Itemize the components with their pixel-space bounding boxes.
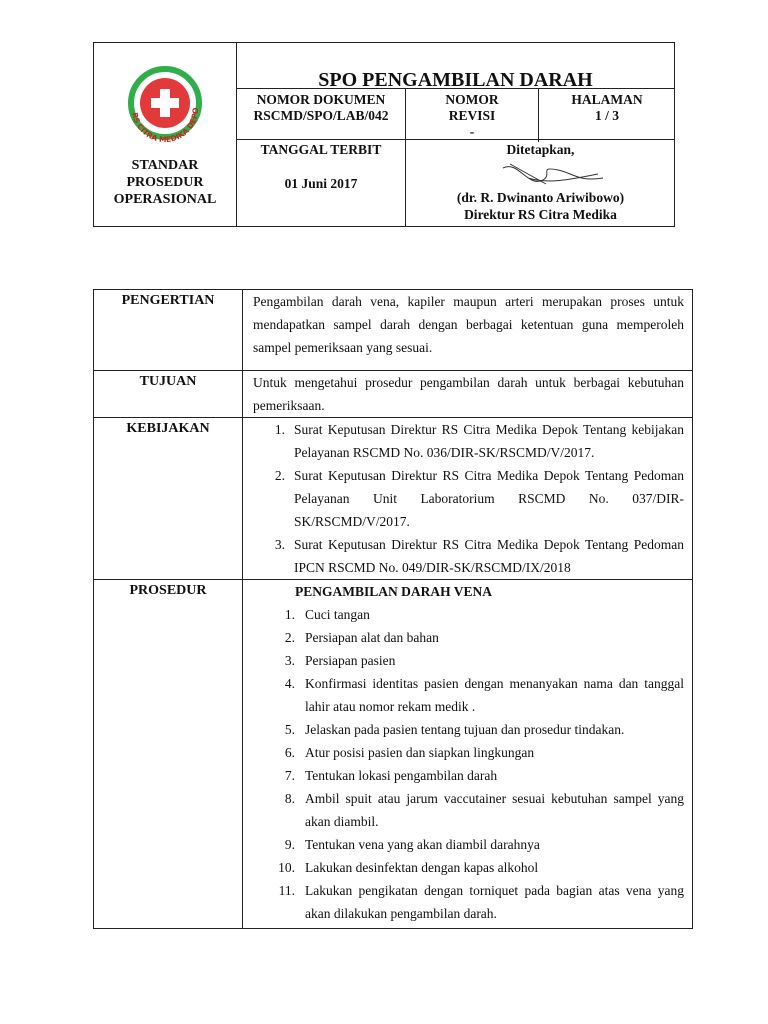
list-item: 2. Persiapan alat dan bahan [284, 630, 439, 645]
approval-cell [406, 140, 675, 227]
row-prosedur [94, 580, 693, 929]
revision-cell [406, 89, 539, 142]
revision-label-line-2: REVISI [448, 108, 496, 123]
issue-date-cell [237, 140, 406, 227]
page-title: SPO PENGAMBILAN DARAH [318, 69, 593, 91]
label-tujuan: TUJUAN [94, 371, 243, 418]
procedure-list-cell [243, 580, 693, 929]
approver-title: Direktur RS Citra Medika [464, 207, 617, 222]
policy-list-cell [243, 418, 693, 580]
signature-icon [498, 158, 608, 190]
doc-number-label: NOMOR DOKUMEN [256, 92, 386, 107]
list-item: 11. Lakukan pengikatan dengan torniquet pada bagian atas vena yang akan dilakukan pengambilan darah. [278, 883, 684, 921]
revision-label-line-1: NOMOR [445, 92, 499, 107]
row-tujuan [94, 371, 693, 418]
issue-date-label: TANGGAL TERBIT [260, 142, 382, 157]
issue-date-value: 01 Juni 2017 [284, 176, 358, 191]
text-pengertian: Pengambilan darah vena, kapiler maupun arteri merupakan proses untuk mendapatkan sampel darah dengan berbagai ketentuan guna memperoleh sampel pemeriksaan yang sesuai. [243, 290, 693, 371]
approver-name: (dr. R. Dwinanto Ariwibowo) [456, 190, 625, 205]
red-cross-logo-icon [120, 63, 210, 153]
sop-label-line-2: PROSEDUR [126, 175, 204, 190]
logo-text: RS CITRA MEDIKA DEPO [130, 107, 201, 145]
sop-label [94, 157, 236, 226]
doc-number-value: RSCMD/SPO/LAB/042 [253, 108, 389, 123]
list-item: 6. Atur posisi pasien dan siapkan lingkungan [284, 745, 535, 760]
sop-content-table [93, 289, 693, 929]
hospital-logo [120, 63, 210, 153]
list-item: 1. Cuci tangan [284, 607, 370, 622]
label-pengertian: PENGERTIAN [94, 290, 243, 371]
list-item: 5. Jelaskan pada pasien tentang tujuan dan prosedur tindakan. [284, 722, 625, 737]
page-number-label: HALAMAN [571, 92, 643, 107]
page-number-value: 1 / 3 [594, 108, 619, 123]
list-item: 9. Tentukan vena yang akan diambil darahnya [284, 837, 540, 852]
text-tujuan: Untuk mengetahui prosedur pengambilan darah untuk berbagai kebutuhan pemeriksaan. [243, 371, 693, 418]
label-kebijakan: KEBIJAKAN [94, 418, 243, 580]
procedure-list [275, 603, 684, 925]
page-number-cell [539, 89, 675, 142]
sop-label-line-1: STANDAR [131, 158, 199, 173]
revision-value: - [469, 124, 475, 139]
list-item: 8. Ambil spuit atau jarum vaccutainer sesuai kebutuhan sampel yang akan diambil. [284, 791, 684, 829]
list-item: 3. Surat Keputusan Direktur RS Citra Medika Depok Tentang Pedoman IPCN RSCMD No. 049/DIR-SK/RSCMD/IX/2018 [274, 537, 684, 575]
list-item: 3. Persiapan pasien [284, 653, 396, 668]
sop-label-line-3: OPERASIONAL [113, 192, 217, 207]
list-item: 10. Lakukan desinfektan dengan kapas alkohol [278, 860, 539, 875]
list-item: 7. Tentukan lokasi pengambilan darah [284, 768, 498, 783]
list-item: 1. Surat Keputusan Direktur RS Citra Medika Depok Tentang kebijakan Pelayanan RSCMD No. 036/DIR-SK/RSCMD/V/2017. [274, 422, 684, 460]
procedure-subtitle: PENGAMBILAN DARAH VENA [295, 584, 493, 599]
row-pengertian [94, 290, 693, 371]
logo-cell [94, 43, 237, 227]
policy-list [265, 418, 684, 579]
label-prosedur: PROSEDUR [94, 580, 243, 929]
header-grid [237, 88, 675, 227]
doc-number-cell [237, 89, 406, 142]
list-item: 4. Konfirmasi identitas pasien dengan menanyakan nama dan tanggal lahir atau nomor rekam medik . [284, 676, 684, 714]
approval-label: Ditetapkan, [506, 142, 575, 157]
row-kebijakan [94, 418, 693, 580]
list-item: 2. Surat Keputusan Direktur RS Citra Medika Depok Tentang Pedoman Pelayanan Unit Laboratorium RSCMD No. 037/DIR-SK/RSCMD/V/2017. [274, 468, 684, 529]
